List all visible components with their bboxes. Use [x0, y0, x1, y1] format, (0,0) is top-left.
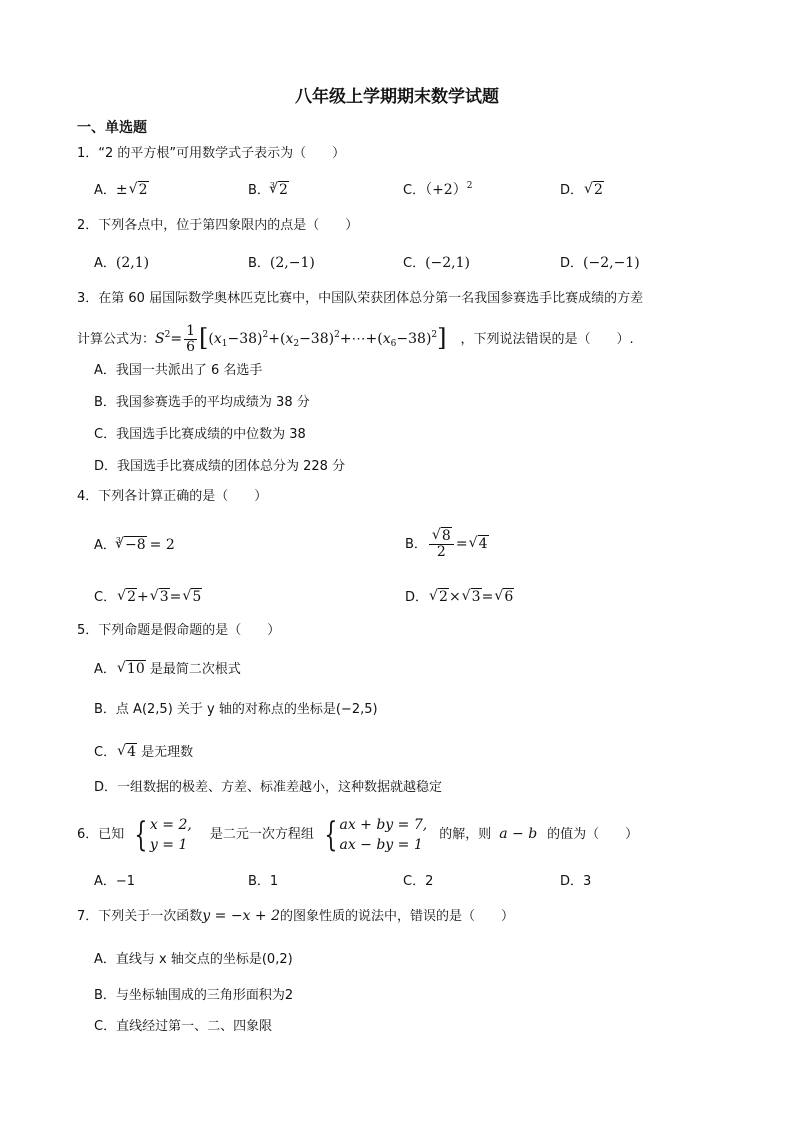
question-5-option-c: C．√ 4 是无理数 — [94, 743, 193, 762]
question-4-option-d: D．√ 2×√ 3=√ 6 — [405, 588, 514, 607]
question-3-option-c: C．我国选手比赛成绩的中位数为 38 — [94, 427, 306, 442]
section-heading: 一、单选题 — [77, 120, 147, 136]
question-2-option-b: B．(2,−1) — [248, 255, 315, 271]
question-3-option-b: B．我国参赛选手的平均成绩为 38 分 — [94, 395, 310, 410]
exam-title: 八年级上学期期末数学试题 — [295, 87, 499, 107]
question-7-option-c: C．直线经过第一、二、四象限 — [94, 1019, 273, 1034]
question-1-option-b: B．$^3$√ 2 — [248, 181, 289, 201]
question-5-option-d: D．一组数据的极差、方差、标准差越小，这种数据就越稳定 — [94, 780, 443, 795]
question-1-option-c: C．$(+2)^2$ — [403, 181, 473, 198]
question-4-stem: 4．下列各计算正确的是（ ） — [77, 489, 268, 504]
question-4-option-a: A．$^3$√ −8 = 2 — [94, 536, 175, 556]
question-4-option-b: B． √ $\frac{8}{2}$ =√ 4 — [405, 526, 489, 563]
question-5-option-b: B．点 A(2,5) 关于 y 轴的对称点的坐标是(−2,5) — [94, 702, 378, 717]
question-6-option-a: A．−1 — [94, 874, 136, 889]
question-3-option-d: D．我国选手比赛成绩的团体总分为 228 分 — [94, 459, 346, 474]
question-5-option-a: A．√ 10 是最简二次根式 — [94, 660, 241, 679]
question-6-option-c: C．2 — [403, 874, 434, 889]
question-3-option-a: A．我国一共派出了 6 名选手 — [94, 363, 263, 378]
question-7-option-b: B．与坐标轴围成的三角形面积为2 — [94, 988, 294, 1003]
question-5-stem: 5．下列命题是假命题的是（ ） — [77, 623, 281, 638]
question-3-variance-formula: 计算公式为：$S^2=$ $\frac{1}{6}$ $[(x_1-38)^2+(x_2-38)^2+\cdots+(x_6-38)^2]$ ，下列说法错误的是（ ）. — [77, 323, 634, 355]
question-6-option-d: D．3 — [560, 874, 592, 889]
question-2-option-c: C．(−2,1) — [403, 255, 470, 271]
question-1-option-d: D．√ 2 — [560, 181, 604, 200]
question-2-option-a: A．(2,1) — [94, 255, 150, 271]
question-6-option-b: B．1 — [248, 874, 279, 889]
question-1-stem: 1．“2 的平方根”可用数学式子表示为（ ） — [77, 146, 346, 161]
question-3-stem: 3．在第 60 届国际数学奥林匹克比赛中，中国队荣获团体总分第一名我国参赛选手比赛成绩的方差 — [77, 291, 644, 306]
question-7-option-a: A．直线与 x 轴交点的坐标是(0,2) — [94, 952, 293, 967]
question-2-option-d: D．(−2,−1) — [560, 255, 640, 271]
question-4-option-c: C．√ 2+√ 3=√ 5 — [94, 588, 202, 607]
question-1-option-a: A．±√ 2 — [94, 181, 149, 200]
question-6-stem: 6．已知 { x = 2, y = 1 是二元一次方程组 { ax + by = 7, ax − by = 1 的解，则 a − b 的值为（ ） — [77, 814, 639, 855]
question-2-stem: 2．下列各点中，位于第四象限内的点是（ ） — [77, 218, 359, 233]
question-7-stem: 7．下列关于一次函数y = −x + 2的图象性质的说法中，错误的是（ ） — [77, 908, 515, 924]
